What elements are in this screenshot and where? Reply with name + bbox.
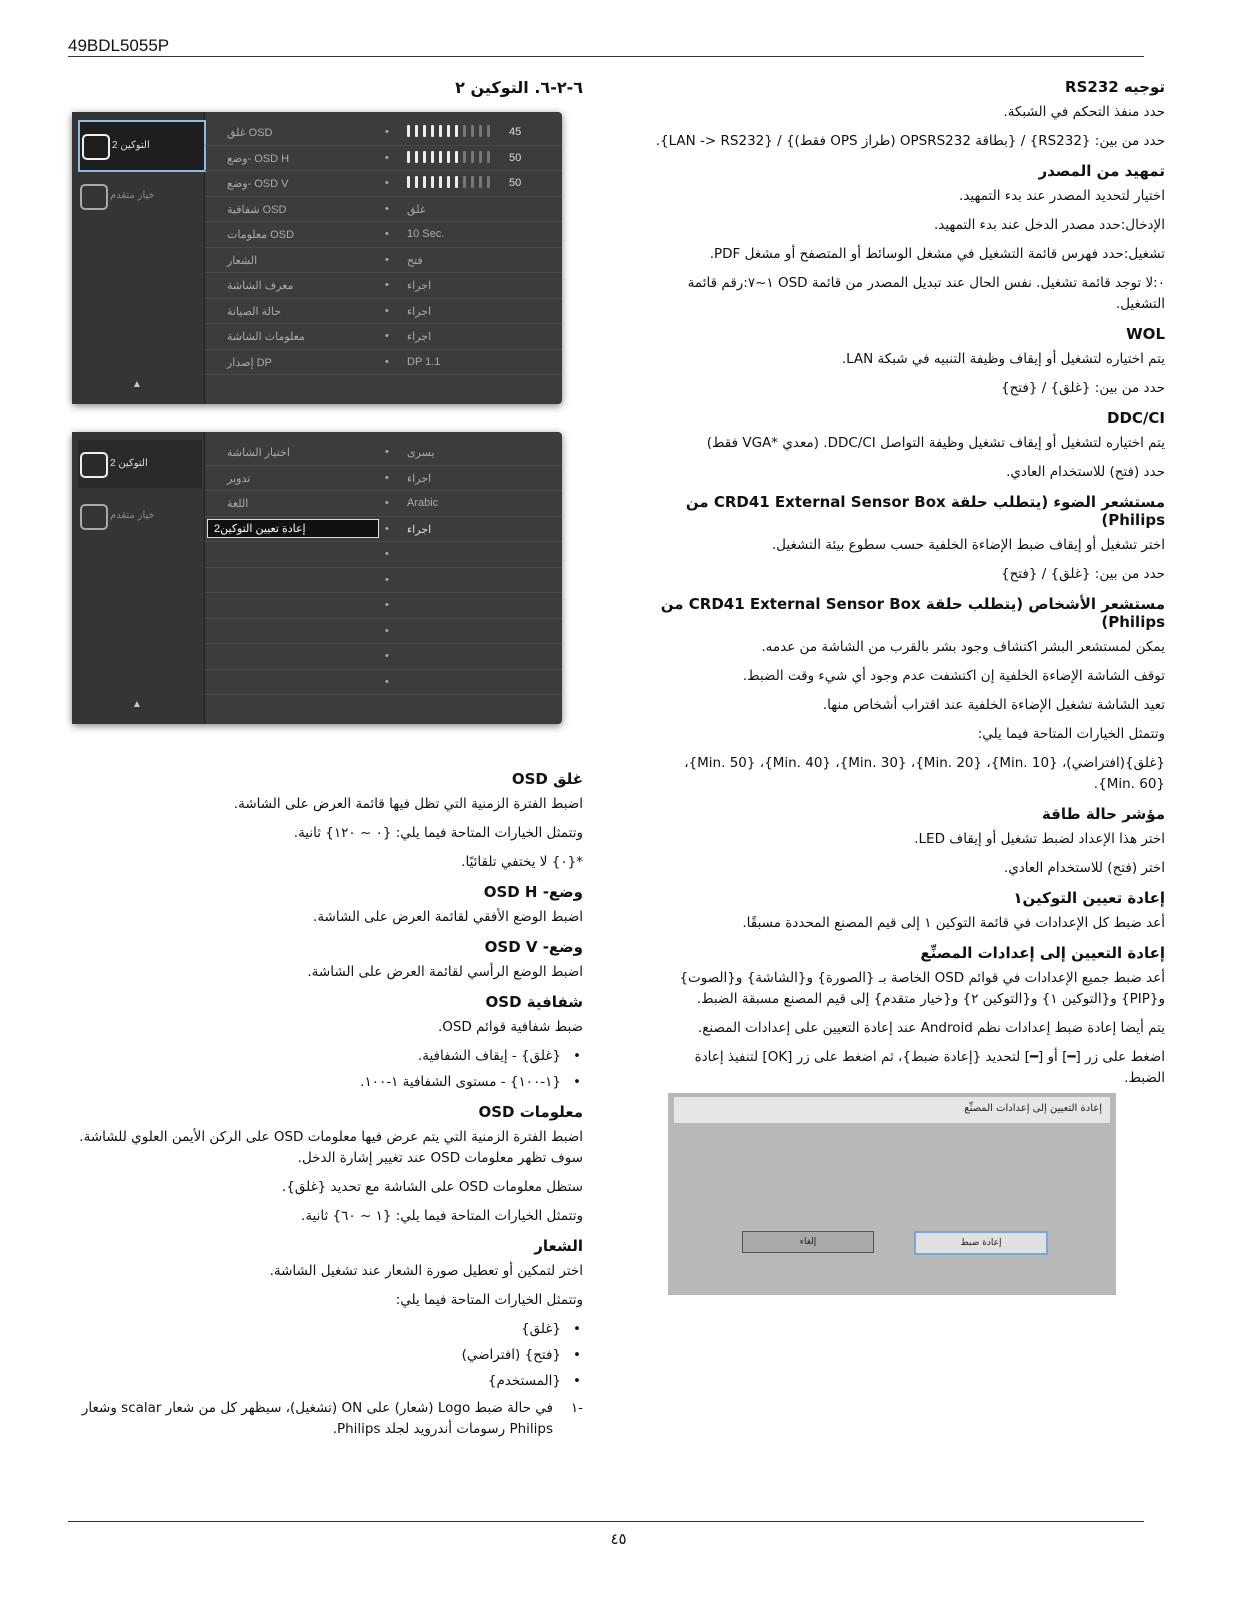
osd-row-value: اجراء bbox=[407, 305, 432, 318]
list-item: • {فتح} (افتراضي) bbox=[68, 1345, 561, 1366]
osd-sidebar bbox=[72, 432, 205, 724]
osd-rows bbox=[205, 440, 562, 695]
paragraph: وتتمثل الخيارات المتاحة فيما يلي: {١ ~ ٦٠} ثانية. bbox=[301, 1208, 583, 1224]
heading-osd-h: وضع- OSD H bbox=[483, 883, 583, 901]
heading-factory-reset: إعادة التعيين إلى إعدادات المصنِّع bbox=[920, 944, 1165, 962]
osd-menu-row[interactable] bbox=[205, 248, 562, 274]
bullet-list bbox=[68, 1319, 583, 1392]
osd-row-bullet: • bbox=[385, 675, 389, 688]
osd-row-bullet: • bbox=[385, 599, 389, 611]
heading-boot-source: تمهيد من المصدر bbox=[1038, 162, 1165, 180]
osd-row-label: معلومات الشاشة bbox=[227, 331, 305, 343]
osd-menu-row[interactable] bbox=[205, 146, 562, 172]
heading-power-led: مؤشر حالة طاقة bbox=[1041, 805, 1165, 823]
osd-row-value: اجراء bbox=[407, 331, 432, 343]
paragraph: ستظل معلومات OSD على الشاشة مع تحديد {غلق}. bbox=[282, 1179, 583, 1195]
page-number: ٤٥ bbox=[610, 1530, 627, 1548]
osd-row-label: غلق OSD bbox=[227, 127, 273, 139]
osd-row-value: Arabic bbox=[407, 497, 439, 509]
paragraph: اضبط الوضع الرأسي لقائمة العرض على الشاشة. bbox=[307, 964, 583, 980]
heading-osd-lock: غلق OSD bbox=[511, 770, 583, 788]
paragraph: ضبط شفافية قوائم OSD. bbox=[437, 1019, 583, 1035]
paragraph: حدد منفذ التحكم في الشبكة. bbox=[1003, 104, 1165, 120]
osd-slider-value: 50 bbox=[509, 177, 522, 189]
paragraph: وتتمثل الخيارات المتاحة فيما يلي: bbox=[395, 1292, 583, 1308]
paragraph: *{٠} لا يختفي تلقائيًا. bbox=[461, 854, 583, 870]
left-column bbox=[68, 760, 583, 1440]
chat-icon bbox=[80, 184, 108, 210]
osd-menu-row[interactable] bbox=[205, 542, 562, 568]
osd-menu-row[interactable] bbox=[205, 670, 562, 696]
osd-slider-value: 45 bbox=[509, 126, 522, 138]
osd-tab-advanced-option[interactable]: خيار متقدم bbox=[78, 172, 202, 220]
heading-rs232: توجيه RS232 bbox=[1065, 78, 1165, 96]
osd-menu-row[interactable] bbox=[205, 273, 562, 299]
osd-menu-row[interactable] bbox=[205, 619, 562, 645]
osd-slider-value: 50 bbox=[509, 151, 522, 164]
list-item: • {١-١٠٠} - مستوى الشفافية ١-١٠٠. bbox=[68, 1072, 561, 1093]
osd-menu-row[interactable] bbox=[205, 350, 562, 376]
heading-human-sensor: مستشعر الأشخاص (يتطلب حلقة CRD41 External Sensor Box من Philips) bbox=[660, 595, 1165, 631]
paragraph: اختيار لتحديد المصدر عند بدء التمهيد. bbox=[959, 188, 1165, 204]
osd-row-label: معرف الشاشة bbox=[227, 280, 294, 292]
paragraph: اختر هذا الإعداد لضبط تشغيل أو إيقاف LED. bbox=[914, 831, 1165, 847]
osd-row-value: 10 Sec. bbox=[407, 228, 445, 240]
osd-slider-bar[interactable] bbox=[407, 176, 490, 188]
osd-row-bullet: • bbox=[385, 471, 389, 484]
paragraph: ٠:لا توجد قائمة تشغيل. نفس الحال عند تبديل المصدر من قائمة OSD ١~٧:رقم قائمة التشغيل. bbox=[687, 275, 1165, 312]
paragraph: أعد ضبط جميع الإعدادات في قوائم OSD الخاصة بـ {الصورة} و{الشاشة} و{الصوت} و{PIP} و{التوكين ١} و{التوكين ٢} و{خيار متقدم} إلى قيم المصنع مسبقة الضبط. bbox=[679, 970, 1165, 1007]
osd-row-value: غلق bbox=[407, 203, 426, 216]
reset-button[interactable]: إعادة ضبط bbox=[914, 1231, 1048, 1255]
chat-icon bbox=[80, 504, 108, 530]
heading-light-sensor: مستشعر الضوء (يتطلب حلقة CRD41 External Sensor Box من Philips) bbox=[685, 493, 1165, 529]
list-item: • {غلق} bbox=[68, 1319, 561, 1340]
paragraph: اضبط الفترة الزمنية التي يتم عرض فيها معلومات OSD على الركن الأيمن العلوي للشاشة. سوف تظهر معلومات OSD عند تغيير إشارة الدخل. bbox=[79, 1129, 583, 1166]
footnote-number: -١ bbox=[570, 1400, 583, 1416]
osd-menu-row[interactable] bbox=[205, 197, 562, 223]
footer-rule bbox=[68, 1521, 1144, 1522]
osd-row-value: يسرى bbox=[407, 447, 435, 459]
heading-osd-info: معلومات OSD bbox=[478, 1103, 583, 1121]
osd-row-bullet: • bbox=[385, 497, 389, 509]
paragraph: وتتمثل الخيارات المتاحة فيما يلي: {٠ ~ ١٢٠} ثانية. bbox=[293, 825, 583, 841]
osd-menu-row[interactable] bbox=[205, 222, 562, 248]
osd-row-label: تدوير bbox=[227, 472, 251, 485]
heading-logo: الشعار bbox=[534, 1237, 583, 1255]
osd-row-bullet: • bbox=[385, 548, 389, 560]
osd-menu-row[interactable] bbox=[205, 593, 562, 619]
heading-reset-advanced-1: إعادة تعيين التوكين١ bbox=[1013, 889, 1165, 907]
osd-row-bullet: • bbox=[385, 573, 389, 586]
cancel-button[interactable]: إلغاء bbox=[742, 1231, 874, 1253]
scroll-up-icon[interactable]: ▲ bbox=[132, 699, 142, 710]
osd-row-bullet: • bbox=[385, 177, 389, 189]
osd-row-label: اختيار الشاشة bbox=[227, 447, 290, 459]
osd-menu-row[interactable] bbox=[205, 171, 562, 197]
list-item: • {غلق} - إيقاف الشفافية. bbox=[68, 1046, 561, 1067]
osd-tab-advanced-2[interactable]: التوكين 2 bbox=[78, 440, 202, 488]
paragraph: اختر (فتح) للاستخدام العادي. bbox=[1003, 860, 1165, 876]
paragraph: حدد (فتح) للاستخدام العادي. bbox=[1006, 464, 1165, 480]
osd-row-label: شفافية OSD bbox=[227, 203, 287, 216]
paragraph: وتتمثل الخيارات المتاحة فيما يلي: bbox=[977, 726, 1165, 742]
paragraph: يتم اختياره لتشغيل أو إيقاف وظيفة التنبيه في شبكة LAN. bbox=[841, 351, 1165, 367]
osd-row-bullet: • bbox=[385, 202, 389, 215]
osd-menu-screenshot-1 bbox=[72, 112, 562, 404]
paragraph: توقف الشاشة الإضاءة الخلفية إن اكتشفت عدم وجود أي شيء وقت الضبط. bbox=[742, 668, 1165, 684]
osd-row-bullet: • bbox=[385, 522, 389, 535]
osd-row-label: معلومات OSD bbox=[227, 229, 295, 241]
osd-slider-bar[interactable] bbox=[407, 151, 490, 163]
osd-row-value: فتح bbox=[407, 254, 423, 267]
osd-row-bullet: • bbox=[385, 446, 389, 458]
osd-row-value: اجراء bbox=[407, 280, 432, 292]
advanced-option-icon bbox=[80, 452, 108, 478]
osd-menu-row[interactable] bbox=[205, 568, 562, 594]
header-rule bbox=[68, 56, 1144, 57]
osd-row-label: وضع- OSD H bbox=[227, 152, 290, 165]
osd-row-label: إعادة تعيين التوكين2 bbox=[207, 519, 379, 538]
dialog-title: إعادة التعيين إلى إعدادات المصنِّع bbox=[674, 1097, 1110, 1123]
osd-row-bullet: • bbox=[385, 650, 389, 662]
advanced-option-icon bbox=[82, 134, 110, 160]
osd-menu-row[interactable] bbox=[205, 491, 562, 517]
heading-osd-v: وضع- OSD V bbox=[484, 938, 583, 956]
osd-row-bullet: • bbox=[385, 126, 389, 138]
osd-row-bullet: • bbox=[385, 330, 389, 342]
osd-menu-row[interactable] bbox=[205, 299, 562, 325]
osd-row-bullet: • bbox=[385, 279, 389, 291]
osd-row-label: حالة الصيانة bbox=[227, 305, 282, 318]
paragraph: تعيد الشاشة تشغيل الإضاءة الخلفية عند اقتراب أشخاص منها. bbox=[822, 697, 1165, 713]
osd-row-bullet: • bbox=[385, 624, 389, 637]
heading-osd-transparency: شفافية OSD bbox=[485, 993, 583, 1011]
paragraph: حدد من بين: {غلق} / {فتح} bbox=[1001, 566, 1165, 582]
osd-menu-row[interactable] bbox=[205, 644, 562, 670]
section-title: ٦-٢-٦. التوكين ٢ bbox=[455, 78, 583, 97]
paragraph: اضبط الفترة الزمنية التي تظل فيها قائمة العرض على الشاشة. bbox=[233, 796, 583, 812]
osd-row-value: اجراء bbox=[407, 523, 432, 536]
osd-menu-screenshot-2 bbox=[72, 432, 562, 724]
paragraph: الإدخال:حدد مصدر الدخل عند بدء التمهيد. bbox=[933, 217, 1165, 233]
paragraph: اضبط الوضع الأفقي لقائمة العرض على الشاشة. bbox=[313, 909, 583, 925]
paragraph: حدد من بين: {RS232} / {بطاقة OPSRS232 (طراز OPS فقط)} / {LAN -> RS232}. bbox=[655, 133, 1165, 149]
osd-tab-advanced-option[interactable]: خيار متقدم bbox=[78, 492, 202, 540]
osd-row-bullet: • bbox=[385, 228, 389, 240]
right-column bbox=[650, 78, 1165, 1097]
footnote-text: في حالة ضبط Logo (شعار) على ON (تشغيل)، سيظهر كل من شعار scalar وشعار Philips رسومات أندرويد لجلد Philips. bbox=[81, 1400, 553, 1437]
scroll-up-icon[interactable]: ▲ bbox=[132, 379, 142, 390]
osd-row-bullet: • bbox=[385, 253, 389, 266]
osd-row-bullet: • bbox=[385, 304, 389, 317]
osd-menu-row[interactable] bbox=[205, 466, 562, 492]
heading-wol: WOL bbox=[1126, 325, 1165, 343]
osd-row-value: اجراء bbox=[407, 472, 432, 485]
paragraph: اضغط على زر [━] أو [━] لتحديد {إعادة ضبط}، ثم اضغط على زر [OK] لتنفيذ إعادة الضبط. bbox=[694, 1049, 1165, 1086]
paragraph: اختر تشغيل أو إيقاف ضبط الإضاءة الخلفية حسب سطوع بيئة التشغيل. bbox=[771, 537, 1165, 553]
paragraph: يمكن لمستشعر البشر اكتشاف وجود بشر بالقرب من الشاشة من عدمه. bbox=[761, 639, 1165, 655]
footnote bbox=[68, 1398, 583, 1440]
osd-menu-row[interactable] bbox=[205, 517, 562, 543]
osd-rows bbox=[205, 120, 562, 375]
osd-tab-advanced-2[interactable]: التوكين 2 bbox=[78, 120, 206, 172]
osd-menu-row[interactable] bbox=[205, 120, 562, 146]
osd-row-label: اللغة bbox=[227, 498, 249, 510]
osd-row-label: وضع- OSD V bbox=[227, 178, 289, 190]
paragraph: اختر لتمكين أو تعطيل صورة الشعار عند تشغيل الشاشة. bbox=[269, 1263, 583, 1279]
osd-row-label: الشعار bbox=[227, 254, 258, 267]
osd-menu-row[interactable] bbox=[205, 440, 562, 466]
paragraph: حدد من بين: {غلق} / {فتح} bbox=[1001, 380, 1165, 396]
osd-slider-bar[interactable] bbox=[407, 125, 490, 137]
paragraph: تشغيل:حدد فهرس قائمة التشغيل في مشغل الوسائط أو المتصفح أو مشغل PDF. bbox=[709, 246, 1165, 262]
paragraph: يتم أيضا إعادة ضبط إعدادات نظم Android عند إعادة التعيين على إعدادات المصنع. bbox=[697, 1020, 1165, 1036]
heading-ddc-ci: DDC/CI bbox=[1107, 409, 1165, 427]
osd-row-bullet: • bbox=[385, 151, 389, 164]
bullet-list bbox=[68, 1046, 583, 1093]
osd-row-value: DP 1.1 bbox=[407, 355, 441, 368]
list-item: • {المستخدم} bbox=[68, 1371, 561, 1392]
paragraph: {غلق}(افتراضي)، {Min. 10}، {Min. 20}، {Min. 30}، {Min. 40}، {Min. 50}، {Min. 60}. bbox=[684, 755, 1165, 792]
osd-menu-row[interactable] bbox=[205, 324, 562, 350]
paragraph: يتم اختياره لتشغيل أو إيقاف تشغيل وظيفة التواصل DDC/CI. (معدي *VGA فقط) bbox=[706, 435, 1165, 451]
osd-sidebar bbox=[72, 112, 205, 404]
paragraph: أعد ضبط كل الإعدادات في قائمة التوكين ١ إلى قيم المصنع المحددة مسبقًا. bbox=[742, 915, 1165, 931]
factory-reset-dialog bbox=[668, 1093, 1116, 1295]
osd-row-label: إصدار DP bbox=[227, 356, 272, 369]
osd-row-bullet: • bbox=[385, 355, 389, 368]
model-number: 49BDL5055P bbox=[68, 36, 170, 55]
